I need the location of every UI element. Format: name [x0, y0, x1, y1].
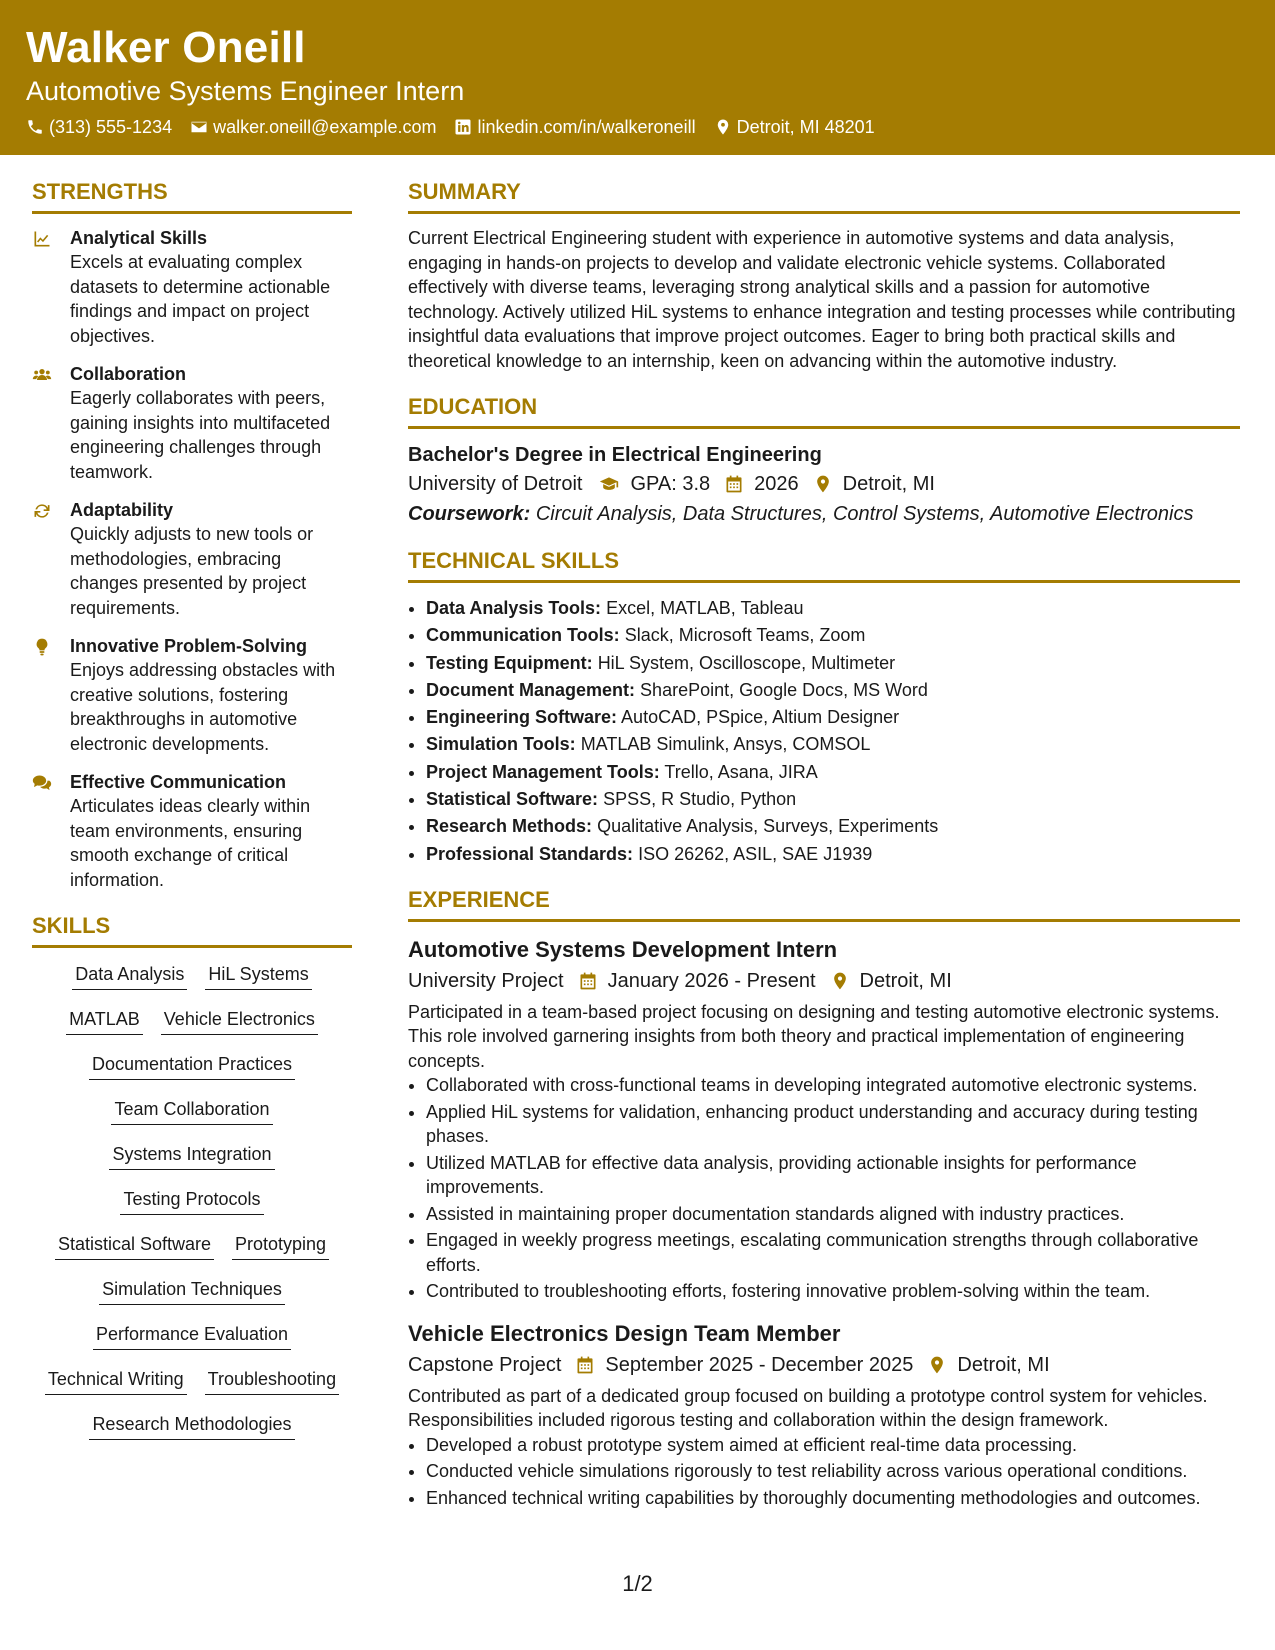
skill-tag: Prototyping: [232, 1232, 329, 1260]
job-description: Participated in a team-based project focusing on designing and testing automotive electronic systems. This role involved garnering insights from both theory and practical implementation of engineering concepts.: [408, 1001, 1220, 1071]
envelope-icon: [190, 118, 208, 136]
strength-title: Effective Communication: [70, 772, 287, 792]
tech-skill-label: Document Management:: [426, 679, 636, 700]
tech-skill-label: Statistical Software:: [426, 789, 599, 810]
skill-tag: Simulation Techniques: [99, 1277, 285, 1305]
job-entry: [408, 1318, 1240, 1511]
education-location: Detroit, MI: [842, 473, 935, 495]
tech-skill-label: Simulation Tools:: [426, 734, 576, 755]
tech-skill-label: Engineering Software:: [426, 707, 618, 728]
left-column: [32, 176, 352, 1457]
strength-item: [32, 634, 352, 756]
job-org: University Project: [408, 969, 564, 992]
email-text: walker.oneill@example.com: [213, 117, 437, 137]
summary-text: Current Electrical Engineering student with experience in automotive systems and data analysis, engaging in hands-on projects to develop and validate electronic vehicle systems. Collaborated effectively with diverse teams, leveraging strong analytical skills and a passion for automotive technology. Actively utilized HiL systems to enhance integration and testing processes while contributing insightful data evaluations that improve project outcomes. Eager to bring both practical skills and theoretical knowledge to an internship, keen on advancing within the automotive industry.: [408, 228, 1236, 371]
right-column: [408, 176, 1240, 1524]
contact-phone: [26, 114, 172, 140]
tech-skill-label: Research Methods:: [426, 816, 593, 837]
linkedin-icon: [454, 118, 472, 136]
skill-tag: Team Collaboration: [111, 1097, 272, 1125]
job-title: Automotive Systems Development Intern: [408, 936, 838, 962]
school-name: University of Detroit: [408, 473, 583, 495]
tech-skill-value: SharePoint, Google Docs, MS Word: [640, 679, 928, 700]
skill-tag: Testing Protocols: [120, 1187, 263, 1215]
job-title: Vehicle Electronics Design Team Member: [408, 1320, 841, 1346]
list-item: • Enhanced technical writing capabilities by thoroughly documenting methodologies and outcomes.: [426, 1486, 1240, 1511]
strength-item: [32, 362, 352, 484]
experience-heading: EXPERIENCE: [408, 884, 1240, 922]
list-item: [426, 650, 1240, 677]
map-marker-icon: [813, 474, 833, 494]
education-heading: EDUCATION: [408, 391, 1240, 429]
coursework-line: [408, 499, 1240, 529]
tech-skill-value: Slack, Microsoft Teams, Zoom: [624, 625, 866, 646]
graduation-cap-icon: [597, 474, 621, 494]
strength-desc: Enjoys addressing obstacles with creative solutions, fostering breakthroughs in automotive electronic developments.: [70, 660, 336, 754]
phone-icon: [26, 118, 44, 136]
list-item: • Collaborated with cross-functional teams in developing integrated automotive electronic systems.: [426, 1073, 1240, 1098]
strengths-heading: STRENGTHS: [32, 176, 352, 214]
users-icon: [32, 365, 52, 385]
list-item: • Engaged in weekly progress meetings, escalating communication strengths through collaborative efforts.: [426, 1228, 1240, 1277]
job-meta: [408, 966, 1240, 996]
skill-tag: Data Analysis: [72, 962, 187, 990]
tech-skill-value: SPSS, R Studio, Python: [603, 789, 797, 810]
degree-title: Bachelor's Degree in Electrical Engineering: [408, 444, 822, 466]
job-bullets: [408, 1073, 1240, 1304]
tech-skill-value: Qualitative Analysis, Surveys, Experiments: [597, 816, 939, 837]
list-item: • Contributed to troubleshooting efforts, fostering innovative problem-solving within the team.: [426, 1279, 1240, 1304]
contact-location: [714, 114, 875, 140]
job-location: Detroit, MI: [859, 969, 952, 992]
job-dates: January 2026 - Present: [607, 969, 816, 992]
job-location: Detroit, MI: [957, 1353, 1050, 1376]
location-text: Detroit, MI 48201: [736, 117, 875, 137]
list-item: [426, 622, 1240, 649]
coursework-list: Circuit Analysis, Data Structures, Control Systems, Automotive Electronics: [535, 503, 1194, 525]
list-item: [426, 759, 1240, 786]
calendar-icon: [724, 474, 744, 494]
list-item: [426, 704, 1240, 731]
list-item: [426, 813, 1240, 840]
strength-item: [32, 226, 352, 348]
candidate-title: Automotive Systems Engineer Intern: [26, 76, 465, 106]
strength-item: [32, 770, 352, 892]
job-bullets: [408, 1433, 1240, 1511]
map-marker-icon: [830, 971, 850, 991]
skill-tag: MATLAB: [66, 1007, 143, 1035]
strength-desc: Articulates ideas clearly within team environments, ensuring smooth exchange of critical information.: [70, 796, 311, 890]
calendar-icon: [578, 971, 598, 991]
page-number: 1/2: [622, 1571, 653, 1596]
strength-title: Innovative Problem-Solving: [70, 636, 308, 656]
skill-tag: Technical Writing: [45, 1367, 187, 1395]
skill-tag: Vehicle Electronics: [161, 1007, 318, 1035]
comments-icon: [32, 773, 52, 793]
skills-heading: SKILLS: [32, 910, 352, 948]
contact-linkedin[interactable]: [454, 114, 695, 140]
technical-skills-list: [408, 595, 1240, 868]
strength-title: Adaptability: [70, 500, 174, 520]
strength-desc: Excels at evaluating complex datasets to determine actionable findings and impact on project objectives.: [70, 252, 331, 346]
tech-skill-value: MATLAB Simulink, Ansys, COMSOL: [580, 734, 871, 755]
summary-heading: SUMMARY: [408, 176, 1240, 214]
tech-skill-label: Professional Standards:: [426, 843, 634, 864]
job-meta: [408, 1350, 1240, 1380]
technical-skills-heading: TECHNICAL SKILLS: [408, 545, 1240, 583]
tech-skill-label: Communication Tools:: [426, 625, 620, 646]
gpa-text: GPA: 3.8: [630, 473, 711, 495]
tech-skill-value: Excel, MATLAB, Tableau: [606, 598, 804, 618]
contact-email[interactable]: [190, 114, 436, 140]
job-org: Capstone Project: [408, 1353, 562, 1376]
list-item: [426, 731, 1240, 758]
list-item: • Assisted in maintaining proper documentation standards aligned with industry practices.: [426, 1202, 1240, 1227]
job-entry: [408, 934, 1240, 1304]
skill-tag: Systems Integration: [109, 1142, 274, 1170]
tech-skill-label: Data Analysis Tools:: [426, 598, 602, 618]
tech-skill-value: AutoCAD, PSpice, Altium Designer: [621, 707, 900, 728]
phone-text: (313) 555-1234: [49, 117, 173, 137]
skill-tag: Documentation Practices: [89, 1052, 295, 1080]
list-item: • Utilized MATLAB for effective data analysis, providing actionable insights for performance improvements.: [426, 1151, 1240, 1200]
skill-tag: Performance Evaluation: [93, 1322, 291, 1350]
list-item: • Developed a robust prototype system aimed at efficient real-time data processing.: [426, 1433, 1240, 1458]
coursework-label: Coursework:: [408, 503, 531, 525]
skill-tag: Troubleshooting: [205, 1367, 339, 1395]
tech-skill-label: Testing Equipment:: [426, 652, 593, 673]
skill-tag: Research Methodologies: [89, 1412, 294, 1440]
resume-header: [0, 0, 1275, 155]
strength-desc: Quickly adjusts to new tools or methodologies, embracing changes presented by project requirements.: [70, 524, 314, 618]
map-marker-icon: [927, 1355, 947, 1375]
education-meta: [408, 469, 1240, 499]
calendar-icon: [575, 1355, 595, 1375]
map-marker-icon: [714, 118, 732, 136]
chart-line-icon: [32, 229, 52, 249]
skills-list: [32, 960, 352, 1457]
skill-tag: Statistical Software: [55, 1232, 214, 1260]
list-item: [426, 595, 1240, 622]
sync-icon: [32, 501, 52, 521]
job-description: Contributed as part of a dedicated group focused on building a prototype control system for vehicles. Responsibilities included rigorous testing and collaboration within the design framework.: [408, 1385, 1208, 1431]
list-item: [426, 841, 1240, 868]
tech-skill-label: Project Management Tools:: [426, 761, 660, 782]
list-item: • Applied HiL systems for validation, enhancing product understanding and accuracy during testing phases.: [426, 1100, 1240, 1149]
lightbulb-icon: [32, 637, 52, 657]
list-item: [426, 677, 1240, 704]
job-dates: September 2025 - December 2025: [605, 1353, 914, 1376]
contact-bar: [26, 114, 875, 140]
tech-skill-value: HiL System, Oscilloscope, Multimeter: [597, 652, 896, 673]
list-item: • Conducted vehicle simulations rigorously to test reliability across various operational conditions.: [426, 1459, 1240, 1484]
strength-title: Collaboration: [70, 364, 186, 384]
graduation-year: 2026: [754, 473, 799, 495]
tech-skill-value: ISO 26262, ASIL, SAE J1939: [638, 843, 873, 864]
list-item: [426, 786, 1240, 813]
skill-tag: HiL Systems: [205, 962, 311, 990]
strength-title: Analytical Skills: [70, 228, 208, 248]
candidate-name: Walker Oneill: [26, 23, 306, 72]
linkedin-text: linkedin.com/in/walkeroneill: [477, 117, 696, 137]
strength-item: [32, 498, 352, 620]
strength-desc: Eagerly collaborates with peers, gaining insights into multifaceted engineering challenges through teamwork.: [70, 388, 331, 482]
tech-skill-value: Trello, Asana, JIRA: [664, 761, 818, 782]
